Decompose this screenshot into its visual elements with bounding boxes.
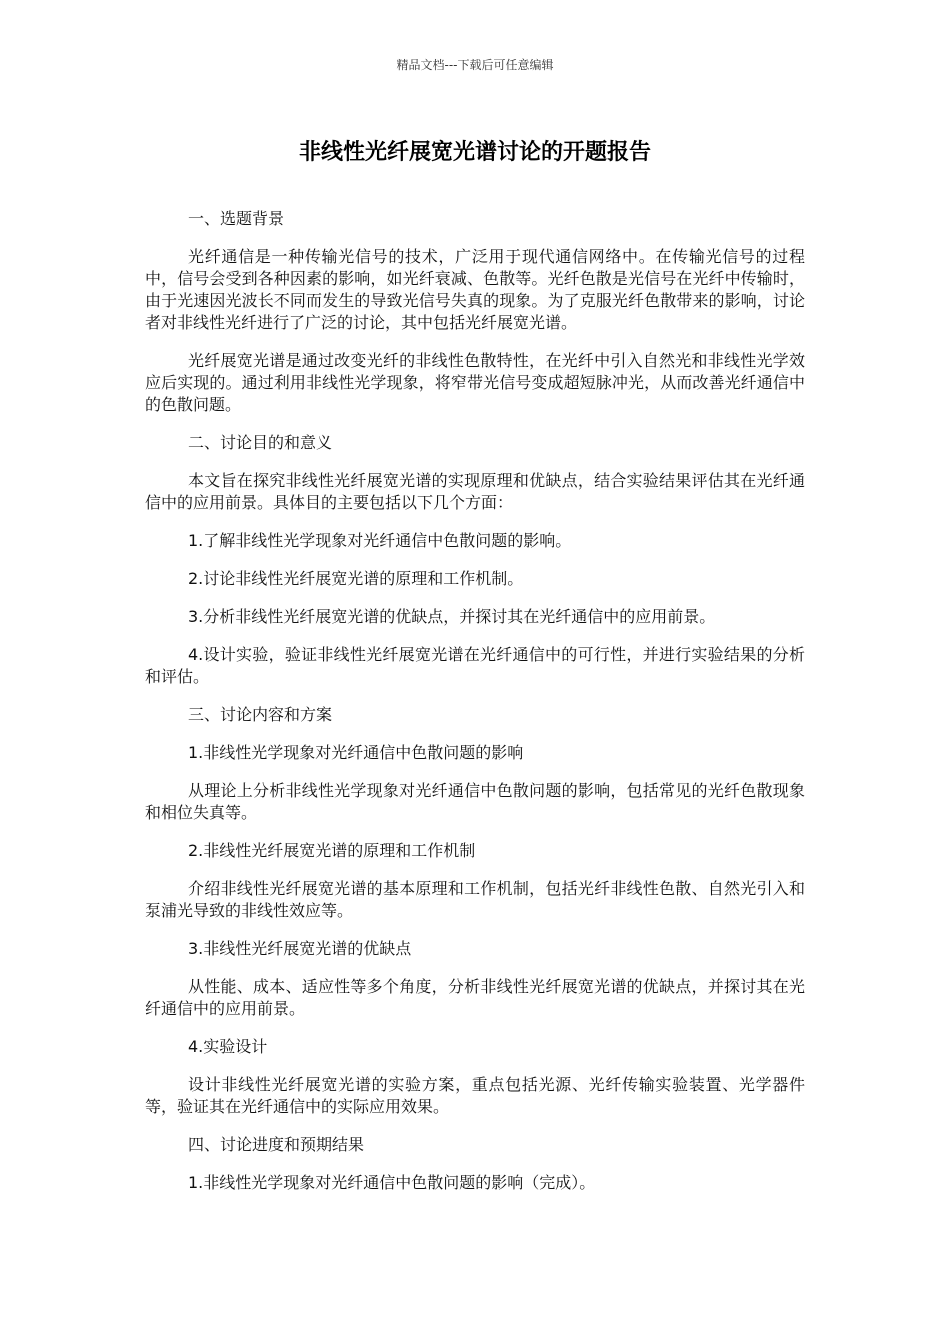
section-heading-purpose: 二、讨论目的和意义 (188, 433, 333, 452)
paragraph: 设计非线性光纤展宽光谱的实验方案，重点包括光源、光纤传输实验装置、光学器件等，验证其在光纤通信中的实际应用效果。 (145, 1075, 805, 1116)
section-heading-background: 一、选题背景 (188, 209, 285, 228)
subsection-heading: 4.实验设计 (188, 1037, 268, 1056)
document-title: 非线性光纤展宽光谱讨论的开题报告 (298, 140, 651, 165)
section-heading-content: 三、讨论内容和方案 (188, 705, 333, 724)
paragraph: 从性能、成本、适应性等多个角度，分析非线性光纤展宽光谱的优缺点，并探讨其在光纤通信中的应用前景。 (145, 977, 805, 1018)
paragraph: 光纤展宽光谱是通过改变光纤的非线性色散特性，在光纤中引入自然光和非线性光学效应后实现的。通过利用非线性光学现象，将窄带光信号变成超短脉冲光，从而改善光纤通信中的色散问题。 (145, 351, 805, 414)
paragraph: 光纤通信是一种传输光信号的技术，广泛用于现代通信网络中。在传输光信号的过程中，信号会受到各种因素的影响，如光纤衰减、色散等。光纤色散是光信号在光纤中传输时，由于光速因光波长不同而发生的导致光信号失真的现象。为了克服光纤色散带来的影响，讨论者对非线性光纤进行了广泛的讨论，其中包括光纤展宽光谱。 (145, 247, 805, 332)
subsection-heading: 2.非线性光纤展宽光谱的原理和工作机制 (188, 841, 476, 860)
list-item: 4.设计实验，验证非线性光纤展宽光谱在光纤通信中的可行性，并进行实验结果的分析和评估。 (145, 645, 805, 686)
paragraph: 介绍非线性光纤展宽光谱的基本原理和工作机制，包括光纤非线性色散、自然光引入和泵浦光导致的非线性效应等。 (145, 879, 805, 920)
section-heading-progress: 四、讨论进度和预期结果 (188, 1135, 365, 1154)
subsection-heading: 3.非线性光纤展宽光谱的优缺点 (188, 939, 412, 958)
document-body (145, 208, 805, 1210)
subsection-heading: 1.非线性光学现象对光纤通信中色散问题的影响 (188, 743, 524, 762)
list-item: 1.了解非线性光学现象对光纤通信中色散问题的影响。 (188, 531, 572, 550)
header-note: 精品文档---下载后可任意编辑 (396, 58, 554, 72)
list-item: 2.讨论非线性光纤展宽光谱的原理和工作机制。 (188, 569, 524, 588)
paragraph: 本文旨在探究非线性光纤展宽光谱的实现原理和优缺点，结合实验结果评估其在光纤通信中的应用前景。具体目的主要包括以下几个方面： (145, 471, 805, 512)
paragraph: 从理论上分析非线性光学现象对光纤通信中色散问题的影响，包括常见的光纤色散现象和相位失真等。 (145, 781, 805, 822)
list-item: 1.非线性光学现象对光纤通信中色散问题的影响（完成）。 (188, 1173, 596, 1192)
list-item: 3.分析非线性光纤展宽光谱的优缺点，并探讨其在光纤通信中的应用前景。 (188, 607, 716, 626)
